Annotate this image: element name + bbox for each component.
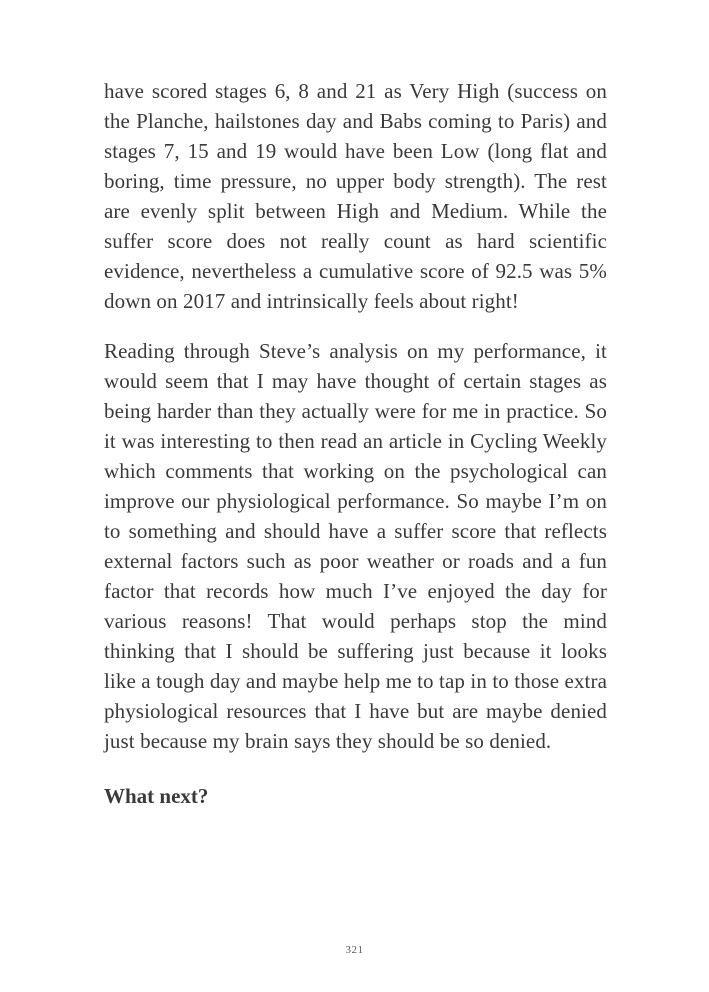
body-paragraph: have scored stages 6, 8 and 21 as Very High (success on the Planche, hailstones day and Babs coming to Paris) and stages 7, 15 and 19 would have been Low (long flat and boring, time pressure, no upper body strength). The rest are evenly split between High and Medium. While the suffer score does not really count as hard scientific evidence, nevertheless a cumulative score of 92.5 was 5% down on 2017 and intrinsically feels about right! [104,79,607,313]
page-number: 321 [345,944,364,956]
section-heading: What next? [104,784,209,808]
text-block [104,76,607,810]
body-paragraph: Reading through Steve’s analysis on my performance, it would seem that I may have thought of certain stages as being harder than they actually were for me in practice. So it was interesting to then read an article in Cycling Weekly which comments that working on the psychological can improve our physiological performance. So maybe I’m on to something and should have a suffer score that reflects external factors such as poor weather or roads and a fun factor that records how much I’ve enjoyed the day for various reasons! That would perhaps stop the mind thinking that I should be suffering just because it looks like a tough day and maybe help me to tap in to those extra physiological resources that I have but are maybe denied just because my brain says they should be so denied. [104,339,607,753]
